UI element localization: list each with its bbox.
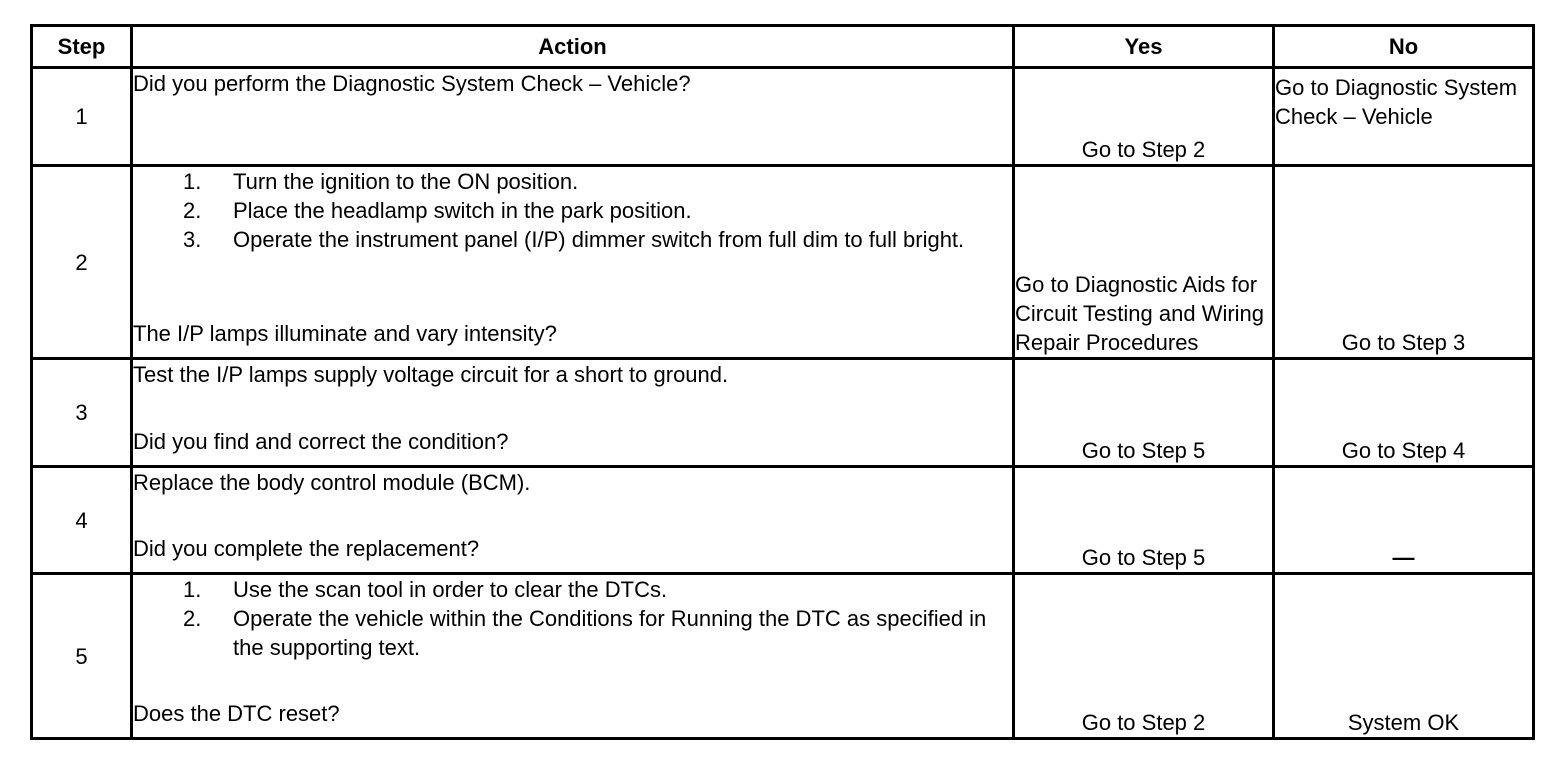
header-no: No: [1274, 26, 1534, 68]
diagnostic-table-container: [30, 24, 1535, 740]
substep-item: 3. Operate the instrument panel (I/P) dimmer switch from full dim to full bright.: [183, 227, 965, 252]
no-cell: [1274, 467, 1534, 574]
action-cell: [132, 166, 1014, 359]
table-row: [32, 359, 1534, 467]
action-cell: [132, 574, 1014, 739]
no-cell: System OK: [1274, 574, 1534, 739]
action-cell: [132, 68, 1014, 166]
action-cell: [132, 359, 1014, 467]
step-number: 5: [32, 574, 132, 739]
step-number: 4: [32, 467, 132, 574]
step-number: 3: [32, 359, 132, 467]
substep-item: 1. Turn the ignition to the ON position.: [183, 169, 579, 194]
action-text: Replace the body control module (BCM).: [133, 470, 531, 495]
yes-cell: Go to Step 5: [1014, 467, 1274, 574]
action-text: Did you perform the Diagnostic System Check – Vehicle?: [133, 71, 691, 96]
substep-item: 2. Operate the vehicle within the Conditions for Running the DTC as specified in the supporting text.: [183, 606, 987, 660]
substep-list: [133, 575, 1012, 662]
header-action: Action: [132, 26, 1014, 68]
header-row: [32, 26, 1534, 68]
no-cell: Go to Diagnostic System Check – Vehicle: [1274, 68, 1534, 166]
question-text: Did you find and correct the condition?: [133, 429, 509, 454]
dash-mark: —: [1392, 545, 1415, 570]
no-cell: Go to Step 4: [1274, 359, 1534, 467]
yes-cell: Go to Diagnostic Aids for Circuit Testing and Wiring Repair Procedures: [1014, 166, 1274, 359]
yes-cell: Go to Step 2: [1014, 68, 1274, 166]
action-text: Test the I/P lamps supply voltage circuit for a short to ground.: [133, 362, 729, 387]
table-row: [32, 68, 1534, 166]
substep-list: [133, 167, 1012, 254]
substep-item: 2. Place the headlamp switch in the park position.: [183, 198, 692, 223]
yes-cell: Go to Step 2: [1014, 574, 1274, 739]
question-text: The I/P lamps illuminate and vary intensity?: [133, 321, 557, 346]
step-number: 1: [32, 68, 132, 166]
yes-cell: Go to Step 5: [1014, 359, 1274, 467]
substep-item: 1. Use the scan tool in order to clear the DTCs.: [183, 577, 668, 602]
table-row: [32, 166, 1534, 359]
action-cell: [132, 467, 1014, 574]
no-cell: Go to Step 3: [1274, 166, 1534, 359]
diagnostic-table: [30, 24, 1535, 740]
step-number: 2: [32, 166, 132, 359]
table-row: [32, 574, 1534, 739]
table-row: [32, 467, 1534, 574]
header-step: Step: [32, 26, 132, 68]
question-text: Did you complete the replacement?: [133, 536, 480, 561]
header-yes: Yes: [1014, 26, 1274, 68]
question-text: Does the DTC reset?: [133, 701, 340, 726]
